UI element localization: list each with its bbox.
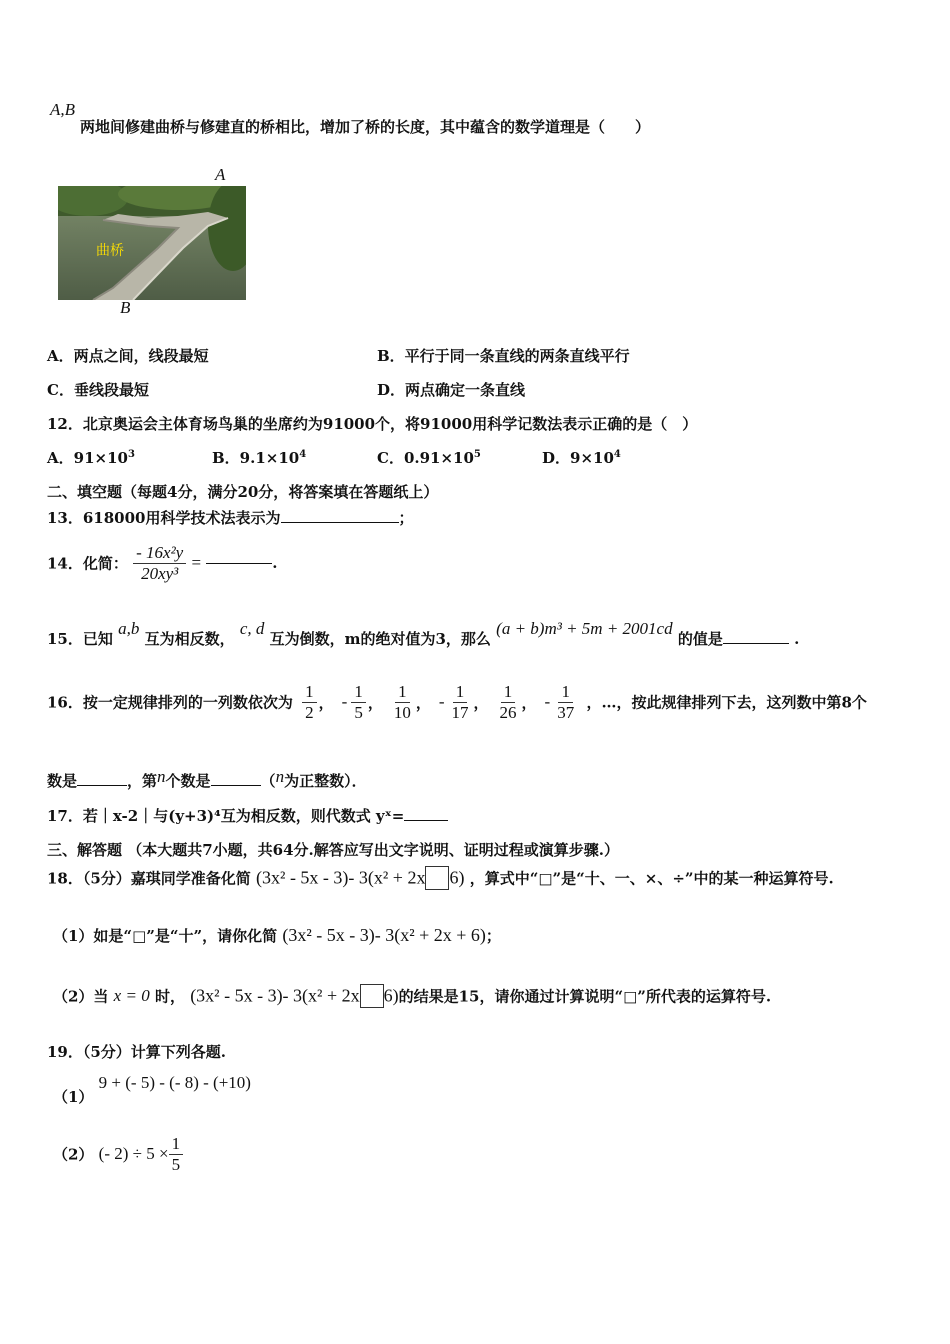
q12-stem: 12．北京奥运会主体育场鸟巢的坐席约为91000个，将91000用科学记数法表示正确的是（ ） — [47, 415, 698, 433]
q19-part1: （1） 9 + (- 5) - (- 8) - (+10) — [53, 1073, 251, 1106]
q19-stem: 19．（5分）计算下列各题. — [47, 1043, 227, 1061]
q18-part1: （1）如是“□”是“十”，请你化简 (3x² - 5x - 3)- 3(x² + 2x + 6)； — [53, 925, 501, 945]
q11-option-d: D．两点确定一条直线 — [377, 381, 526, 399]
q16-sequence — [298, 682, 581, 722]
q16-term: - $\frac{1}{37}$ — [544, 682, 575, 722]
q16-term: - $\frac{1}{17}$ ， — [438, 682, 489, 722]
operator-box — [425, 866, 449, 890]
q19-fraction: $\frac{1}{5}$ — [169, 1134, 184, 1174]
q14: 14．化简： $\frac{\text{- 16x²y}}{\text{20xy³}}$ = . — [47, 543, 278, 583]
q11-option-b: B．平行于同一条直线的两条直线平行 — [377, 347, 630, 365]
q13: 13．618000用科学技术法表示为 ； — [47, 509, 414, 527]
q16-term: $\frac{1}{10}$ ， — [393, 682, 431, 722]
curved-bridge-photo — [58, 186, 246, 300]
q18-stem: 18．（5分）嘉琪同学准备化简 (3x² - 5x - 3)- 3(x² + 2x 6) ，算式中“□”是“十、一、×、÷”中的某一种运算符号. — [47, 866, 834, 890]
label-a: A — [215, 165, 226, 184]
math-ab: A,B — [50, 100, 76, 119]
q11-option-c: C．垂线段最短 — [47, 381, 149, 399]
q12-option-a: A．$91\times 10^3$ — [47, 449, 135, 467]
section-2-heading: 二、填空题（每题4分，满分20分，将答案填在答题纸上） — [47, 483, 439, 501]
q15: 15．已知 a,b 互为相反数， c, d 互为倒数，m的绝对值为3，那么 (a + b)m³ + 5m + 2001cd 的值是 . — [47, 619, 800, 648]
q12-option-d: D．$9\times 10^4$ — [542, 449, 621, 467]
q14-fraction: $\frac{\text{- 16x²y}}{\text{20xy³}}$ — [133, 543, 186, 583]
section-3-heading: 三、解答题 （本大题共7小题，共64分.解答应写出文字说明、证明过程或演算步骤.） — [47, 841, 619, 859]
q17: 17．若｜x-2｜与(y+3)⁴互为相反数，则代数式 yˣ= — [47, 805, 448, 826]
q16-line2: 数是 ，第n个数是 （n为正整数）． — [47, 767, 367, 790]
q12-option-c: C．$0.91\times 10^5$ — [377, 449, 481, 467]
q16-term: - $\frac{1}{5}$ ， — [341, 682, 383, 722]
q19-part2: （2） (- 2) ÷ 5 × $\frac{1}{5}$ — [53, 1134, 183, 1174]
q11-option-a: A．两点之间，线段最短 — [47, 347, 209, 365]
q11-stem: 两地间修建曲桥与修建直的桥相比，增加了桥的长度，其中蕴含的数学道理是（ ） — [80, 118, 651, 136]
operator-box — [360, 984, 384, 1008]
photo-caption: 曲桥 — [96, 243, 124, 259]
q16-term: $\frac{1}{2}$ ， — [302, 692, 334, 710]
q16-line1: 16．按一定规律排列的一列数依次为 $\frac{1}{2}$ ， - $\frac{1}{5}$ ， $\frac{1}{10}$ ， - $\frac{1}{17}$ ， $\frac{1}{26}$ ， - $\frac{1}{37}$ ，…，按此规律排列下去，这列数中第8个 — [47, 682, 867, 722]
q12-option-b: B．$9.1\times 10^4$ — [212, 449, 307, 467]
label-b: B — [120, 298, 131, 317]
q16-term: $\frac{1}{26}$ ， — [499, 682, 537, 722]
q18-part2: （2）当 x = 0 时， (3x² - 5x - 3)- 3(x² + 2x 6)的结果是15，请你通过计算说明“□”所代表的运算符号. — [53, 984, 771, 1008]
